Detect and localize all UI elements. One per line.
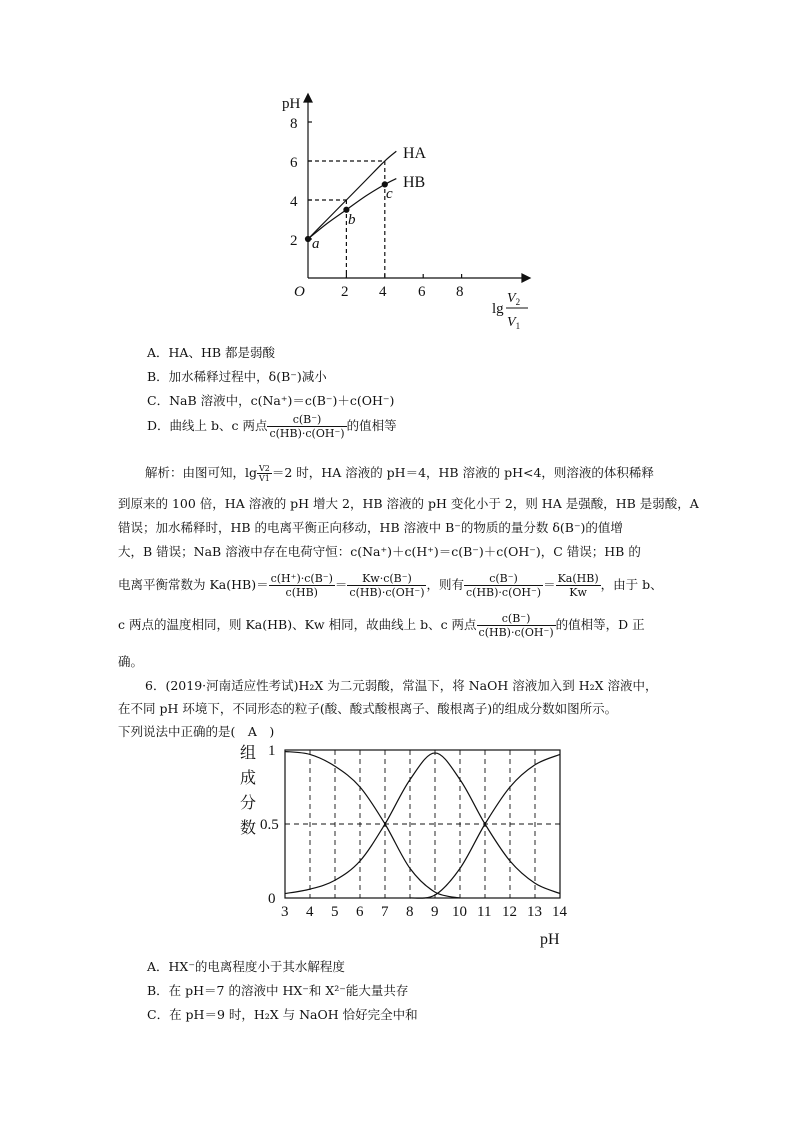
c2-ylabel-4: 数 — [240, 820, 257, 837]
c1-xlabel-v1: $V_1$ — [507, 315, 521, 331]
c2-ylabel-3: 分 — [240, 795, 257, 812]
c1-point-c: c — [386, 186, 393, 202]
c1-curve-hb — [308, 179, 396, 239]
c2-ytick: 0 — [268, 891, 276, 907]
q6-stem-line-3: 下列说法中正确的是( A ) — [118, 724, 275, 739]
c1-ytick-6: 6 — [290, 155, 298, 171]
c1-y-arrow — [304, 94, 312, 102]
c1-point-b: b — [348, 212, 356, 228]
c1-xlabel-v2: $V_2$ — [507, 291, 521, 307]
c1-origin: O — [294, 284, 305, 300]
q5-option-d-pre: D．曲线上 b、c 两点 — [147, 418, 268, 433]
q6-option-c[interactable]: C．在 pH＝9 时，H₂X 与 NaOH 恰好完全中和 — [147, 1007, 418, 1022]
q5-option-d-fraction: $\frac{c(B^-)}{c(HB)\cdot c(OH^-)}$ — [269, 413, 345, 440]
analysis-line-4: 大，B 错误；NaB 溶液中存在电荷守恒：c(Na⁺)＋c(H⁺)＝c(B⁻)＋c(OH⁻)，C 错误；HB 的 — [118, 544, 641, 559]
analysis-line-3: 错误；加水稀释时，HB 的电离平衡正向移动，HB 溶液中 B⁻的物质的量分数 δ(B⁻)的值增 — [118, 520, 623, 535]
c1-xtick-8: 8 — [456, 284, 464, 300]
c1-ytick-2: 2 — [290, 233, 298, 249]
c2-xtick: 8 — [406, 904, 414, 920]
analysis-line-1: 解析：由图可知，lg $\frac{V2}{V1}$ ＝2 时，HA 溶液的 pH＝4，HB 溶液的 pH<4，则溶液的体积稀释 — [145, 464, 654, 483]
q6-option-a[interactable]: A．HX⁻的电离程度小于其水解程度 — [147, 959, 345, 974]
q5-option-a[interactable]: A．HA、HB 都是弱酸 — [147, 345, 276, 360]
c1-xtick-6: 6 — [418, 284, 426, 300]
analysis-line-5: 电离平衡常数为 Ka(HB)＝ $\frac{c(H^+)\cdot c(B^-)}{c(HB)}$ ＝ $\frac{Kw\cdot c(B^-)}{c(HB)\cdot c(OH^-)}$ ，则有 $\frac{c(B^-)}{c(HB)\cdot c(OH^-)}$ ＝ $\frac{Ka(HB)}{Kw}$ ，由于 b、 — [118, 572, 663, 599]
c1-xtick-2: 2 — [341, 284, 349, 300]
c1-series-ha-label: HA — [403, 145, 427, 162]
q5-option-d-post: 的值相等 — [346, 418, 397, 433]
analysis-line-2: 到原来的 100 倍，HA 溶液的 pH 增大 2，HB 溶液的 pH 变化小于 2，则 HA 是强酸，HB 是弱酸，A — [118, 496, 699, 511]
c2-curve-h2x — [285, 751, 460, 898]
c2-xtick: 7 — [381, 904, 389, 920]
analysis-line-6: c 两点的温度相同，则 Ka(HB)、Kw 相同，故曲线上 b、c 两点 $\frac{c(B^-)}{c(HB)\cdot c(OH^-)}$ 的值相等，D 正 — [118, 612, 645, 639]
c2-xtick: 4 — [306, 904, 314, 920]
c2-xtick: 3 — [281, 904, 289, 920]
c2-xtick: 5 — [331, 904, 339, 920]
c1-xtick-4: 4 — [379, 284, 387, 300]
c2-xtick: 13 — [527, 904, 542, 920]
c2-ylabel-2: 成 — [240, 770, 257, 787]
c2-ytick: 0.5 — [260, 817, 279, 833]
c2-xtick: 6 — [356, 904, 364, 920]
c2-ylabel-1: 组 — [240, 745, 257, 762]
analysis-line-7: 确。 — [118, 654, 144, 669]
c1-series-hb-label: HB — [403, 174, 426, 191]
c1-point-dot-a — [306, 237, 311, 242]
c2-xtick: 10 — [452, 904, 467, 920]
c1-ylabel: pH — [282, 96, 301, 112]
c2-ytick: 1 — [268, 743, 276, 759]
c2-xtick: 14 — [552, 904, 567, 920]
c2-xtick: 12 — [502, 904, 517, 920]
q6-option-b[interactable]: B．在 pH＝7 的溶液中 HX⁻和 X²⁻能大量共存 — [147, 983, 409, 998]
c1-point-a: a — [312, 236, 320, 252]
c2-xlabel: pH — [540, 931, 560, 948]
c1-x-arrow — [522, 274, 530, 282]
q5-option-d[interactable] — [147, 413, 397, 440]
q6-stem-line-1: 6．(2019·河南适应性考试)H₂X 为二元弱酸，常温下，将 NaOH 溶液加入到 H₂X 溶液中， — [145, 678, 658, 693]
c1-xlabel: lg — [492, 301, 504, 317]
c1-ytick-4: 4 — [290, 194, 298, 210]
c1-ytick-8: 8 — [290, 116, 298, 132]
c2-xtick: 9 — [431, 904, 439, 920]
q5-option-b[interactable]: B．加水稀释过程中，δ(B⁻)减小 — [147, 369, 327, 384]
c2-xtick: 11 — [477, 904, 492, 920]
chart-dilution — [270, 88, 550, 343]
q5-option-c[interactable]: C．NaB 溶液中，c(Na⁺)＝c(B⁻)＋c(OH⁻) — [147, 393, 395, 408]
q6-stem-line-2: 在不同 pH 环境下，不同形态的粒子(酸、酸式酸根离子、酸根离子)的组成分数如图所示。 — [118, 701, 618, 716]
c2-curve-hxm — [285, 753, 560, 894]
chart-distribution — [230, 738, 585, 950]
